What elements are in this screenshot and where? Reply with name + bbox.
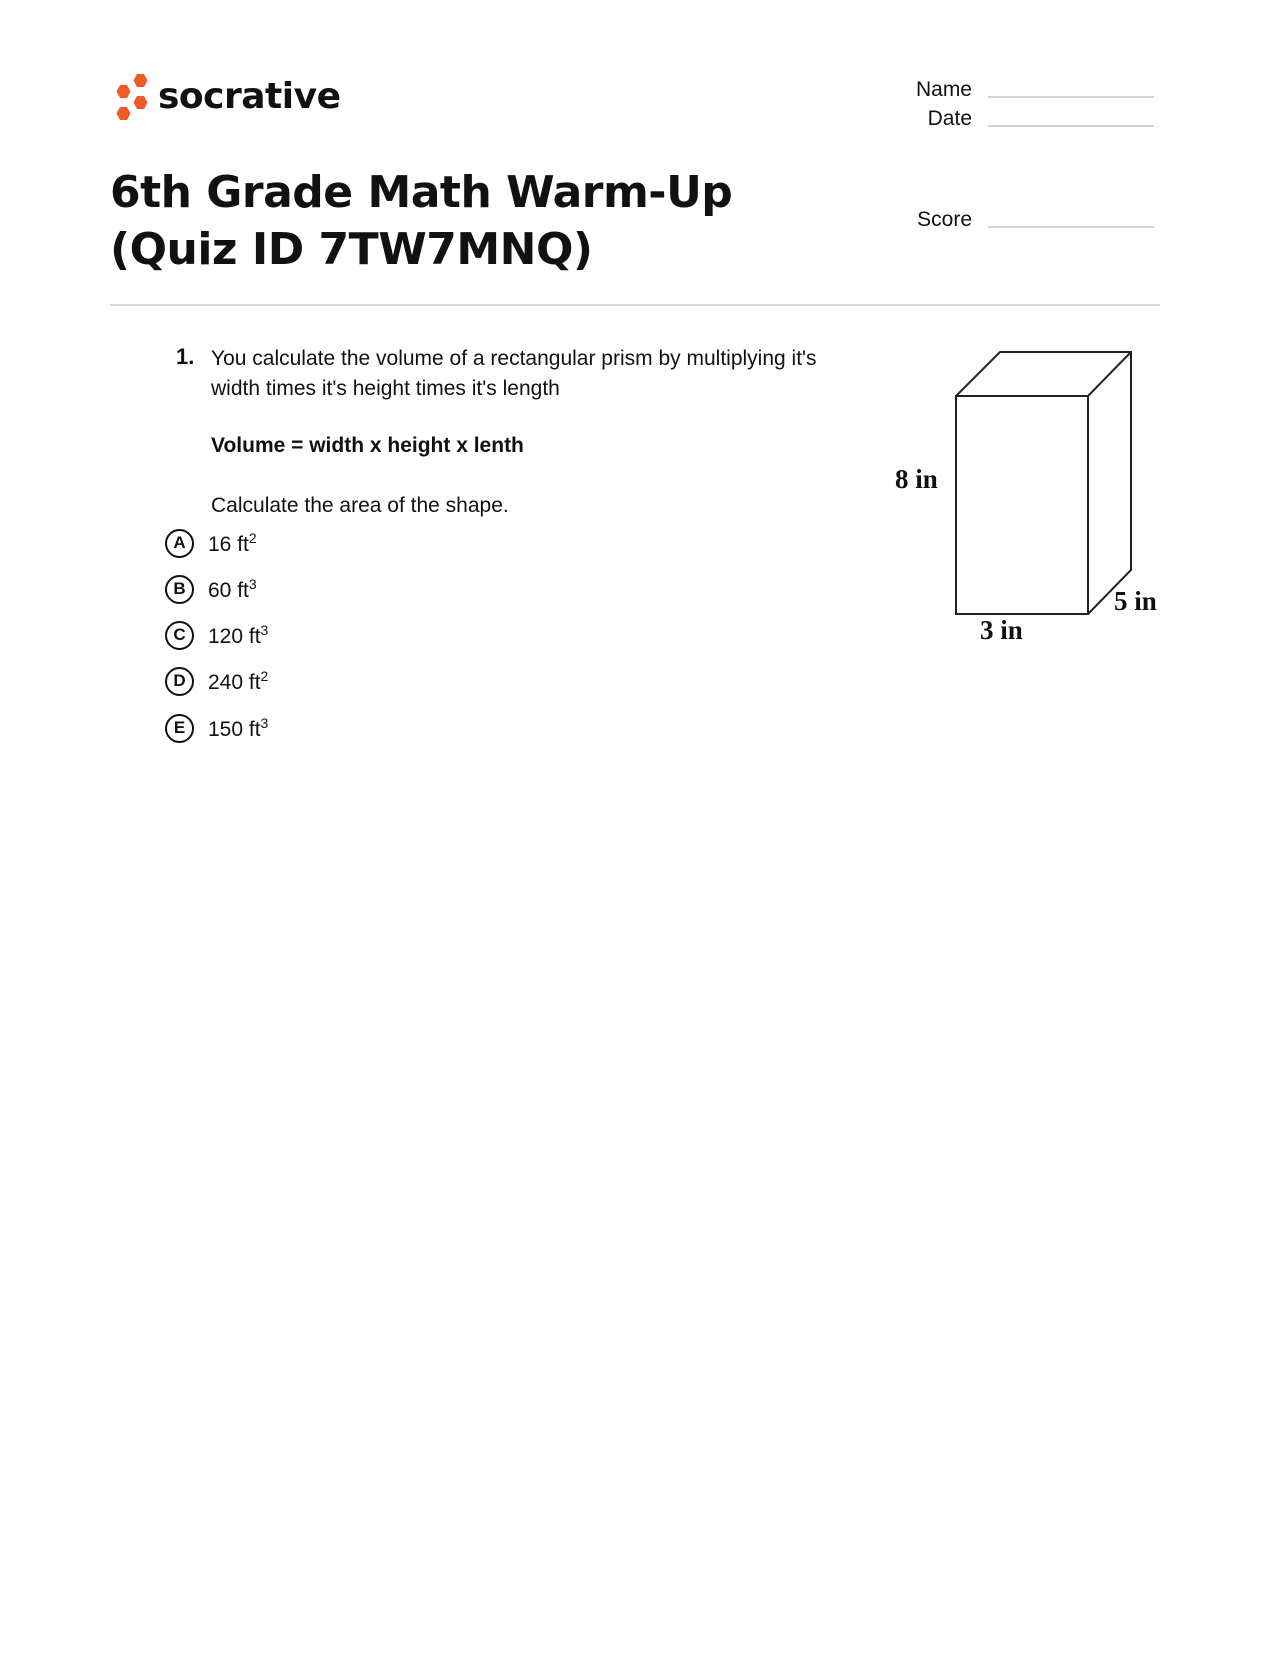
- question-prompt: Calculate the area of the shape.: [211, 494, 509, 517]
- choice-bubble-b[interactable]: B: [165, 575, 194, 604]
- score-line[interactable]: [988, 226, 1154, 228]
- date-line[interactable]: [988, 125, 1154, 127]
- date-field[interactable]: [860, 105, 1160, 133]
- date-label: Date: [927, 107, 972, 130]
- choice-b[interactable]: [165, 572, 257, 606]
- header-divider: [110, 304, 1160, 306]
- choice-text-b: 60 $ft^3$: [208, 575, 257, 602]
- choice-d[interactable]: [165, 664, 268, 698]
- choice-bubble-c[interactable]: C: [165, 621, 194, 650]
- prism-figure: [880, 340, 1170, 660]
- choice-bubble-a[interactable]: A: [165, 529, 194, 558]
- choice-bubble-e[interactable]: E: [165, 714, 194, 743]
- question-formula: Volume = width x height x lenth: [211, 434, 524, 457]
- score-label: Score: [917, 208, 972, 231]
- choice-c[interactable]: [165, 618, 268, 652]
- name-line[interactable]: [988, 96, 1154, 98]
- name-label: Name: [915, 78, 972, 101]
- brand-name: socrative: [158, 76, 341, 117]
- question-number: 1.: [176, 344, 195, 369]
- socrative-logo: [110, 72, 340, 122]
- depth-label: 5 in: [1114, 586, 1157, 616]
- choice-text-c: 120 $ft^3$: [208, 621, 269, 648]
- score-field[interactable]: [860, 206, 1160, 234]
- choice-text-d: 240 $ft^2$: [208, 667, 269, 694]
- height-label: 8 in: [895, 464, 938, 494]
- choice-e[interactable]: [165, 711, 268, 745]
- question-text: You calculate the volume of a rectangular prism by multiplying it's width times it's height times it's length: [211, 347, 817, 400]
- width-label: 3 in: [980, 615, 1023, 645]
- choice-text-e: 150 $ft^3$: [208, 714, 269, 741]
- name-field[interactable]: [860, 76, 1160, 104]
- choice-bubble-d[interactable]: D: [165, 667, 194, 696]
- choice-text-a: 16 $ft^2$: [208, 529, 257, 556]
- hexagon-cluster-icon: [110, 72, 150, 122]
- quiz-title: 6th Grade Math Warm-Up (Quiz ID 7TW7MNQ): [110, 167, 733, 275]
- choice-a[interactable]: [165, 526, 257, 560]
